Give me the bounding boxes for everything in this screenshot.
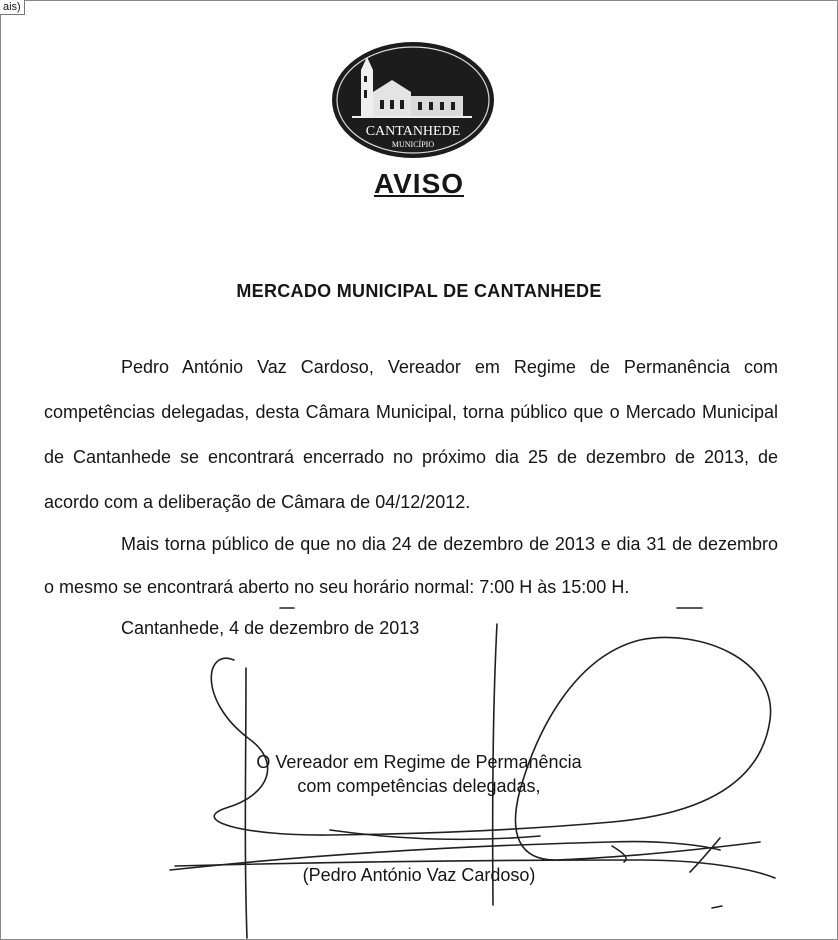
signatory-name: (Pedro António Vaz Cardoso) — [302, 865, 536, 885]
municipality-seal — [330, 40, 496, 160]
notice-subtitle: MERCADO MUNICIPAL DE CANTANHEDE — [236, 281, 602, 301]
signatory-role-line1: O Vereador em Regime de Permanência — [256, 752, 582, 772]
notice-paragraph-1: Pedro António Vaz Cardoso, Vereador em Regime de Permanência com competências delegadas, desta Câmara Municipal, torna público que o Mercado Municipal de Cantanhede se encontrará encerrado no próximo dia 25 de dezembro de 2013, de acordo com a deliberação de Câmara de 04/12/2012. — [44, 357, 778, 512]
notice-paragraph-2: Mais torna público de que no dia 24 de dezembro de 2013 e dia 31 de dezembro o mesmo se encontrará aberto no seu horário normal: 7:00 H às 15:00 H. — [44, 534, 778, 597]
seal-name-text: CANTANHEDE — [365, 124, 461, 139]
place-date: Cantanhede, 4 de dezembro de 2013 — [121, 618, 420, 638]
corner-tag: ais) — [0, 0, 25, 15]
seal-subtitle-text: MUNICÍPIO — [391, 140, 435, 149]
signatory-role-line2: com competências delegadas, — [297, 776, 541, 796]
notice-title: AVISO — [373, 168, 465, 199]
